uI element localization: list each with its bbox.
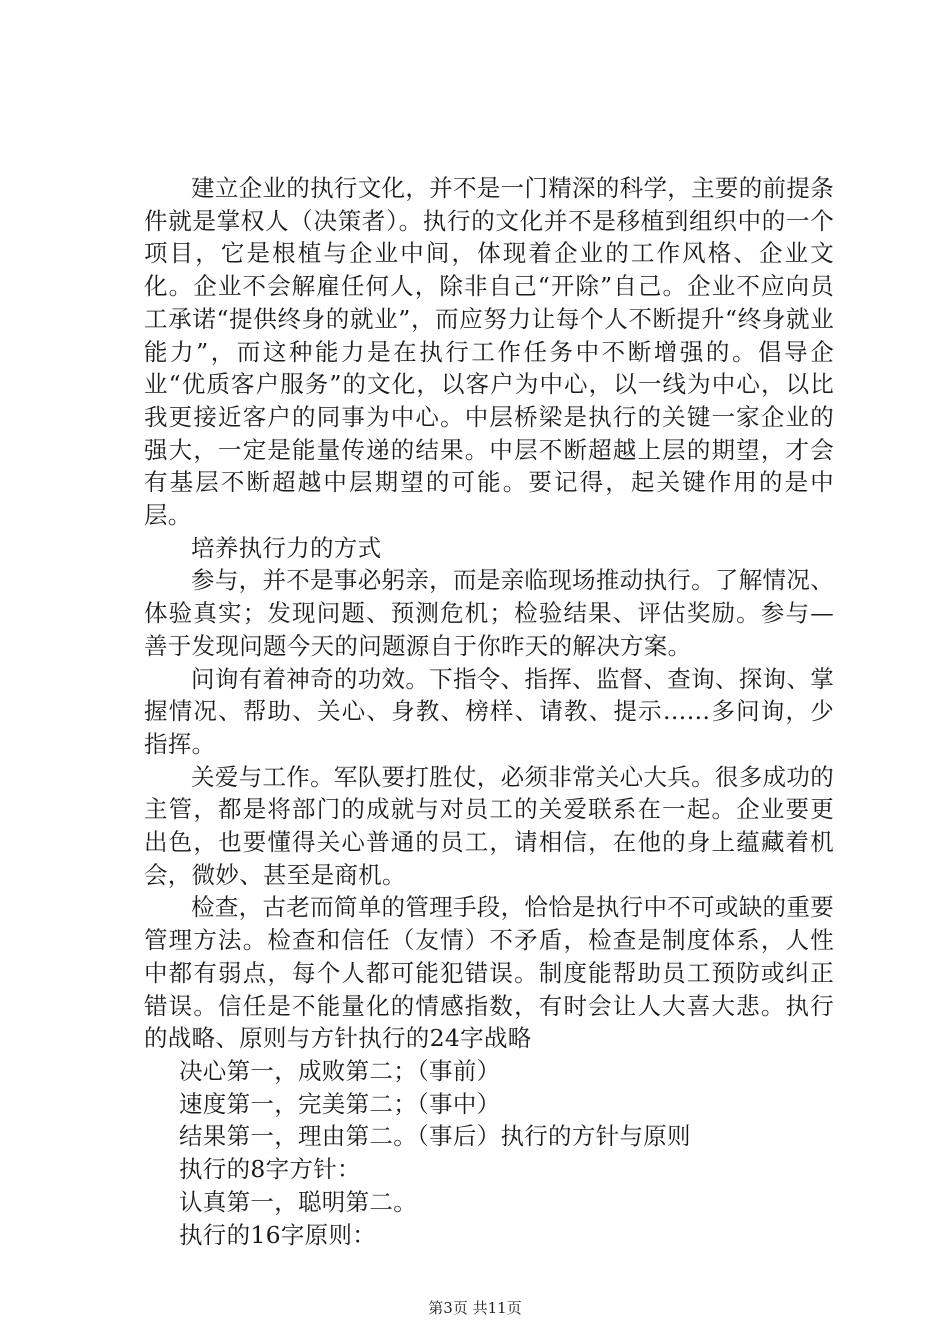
paragraph-participation: 参与，并不是事必躬亲，而是亲临现场推动执行。了解情况、体验真实；发现问题、预测危机；检验结果、评估奖励。参与—善于发现问题今天的问题源自于你昨天的解决方案。: [144, 566, 834, 660]
principle-heading-16-char: 执行的16字原则：: [179, 1220, 377, 1249]
page-number-footer: 第3页 共11页: [428, 1299, 522, 1317]
paragraph-execution-culture: 建立企业的执行文化，并不是一门精深的科学，主要的前提条件就是掌权人（决策者）。执行的文化并不是移植到组织中的一个项目，它是根植与企业中间，体现着企业的工作风格、企业文化。企业不会解雇任何人，除非自己“开除”自己。企业不应向员工承诺“提供终身的就业”，而应努力让每个人不断提升“终身就业能力”，而这种能力是在执行工作任务中不断增强的。倡导企业“优质客户服务”的文化，以客户为中心，以一线为中心，以比我更接近客户的同事为中心。中层桥梁是执行的关键一家企业的强大，一定是能量传递的结果。中层不断超越上层的期望，才会有基层不断超越中层期望的可能。要记得，起关键作用的是中层。: [144, 174, 834, 530]
strategy-line-speed: 速度第一，完美第二；（事中）: [179, 1089, 501, 1118]
paragraph-care-and-work: 关爱与工作。军队要打胜仗，必须非常关心大兵。很多成功的主管，都是将部门的成就与对员工的关爱联系在一起。企业要更出色，也要懂得关心普通的员工，请相信，在他的身上蕴藏着机会，微妙、甚至是商机。: [144, 762, 834, 889]
policy-heading-8-char: 执行的8字方针：: [179, 1155, 361, 1184]
section-heading-execution-methods: 培养执行力的方式: [191, 533, 382, 562]
paragraph-inquiry: 问询有着神奇的功效。下指令、指挥、监督、查询、探询、掌握情况、帮助、关心、身教、榜样、请教、提示……多问询，少指挥。: [144, 664, 834, 758]
strategy-line-result: 结果第一，理由第二。（事后）执行的方针与原则: [179, 1122, 691, 1151]
strategy-line-determination: 决心第一，成败第二；（事前）: [179, 1056, 501, 1085]
paragraph-inspection: 检查，古老而简单的管理手段，恰恰是执行中不可或缺的重要管理方法。检查和信任（友情）不矛盾，检查是制度体系，人性中都有弱点，每个人都可能犯错误。制度能帮助员工预防或纠正错误。信任是不能量化的情感指数，有时会让人大喜大悲。执行的战略、原则与方针执行的24字战略: [144, 893, 834, 1053]
policy-line-diligence: 认真第一，聪明第二。: [179, 1187, 417, 1216]
document-body: [144, 172, 834, 1251]
